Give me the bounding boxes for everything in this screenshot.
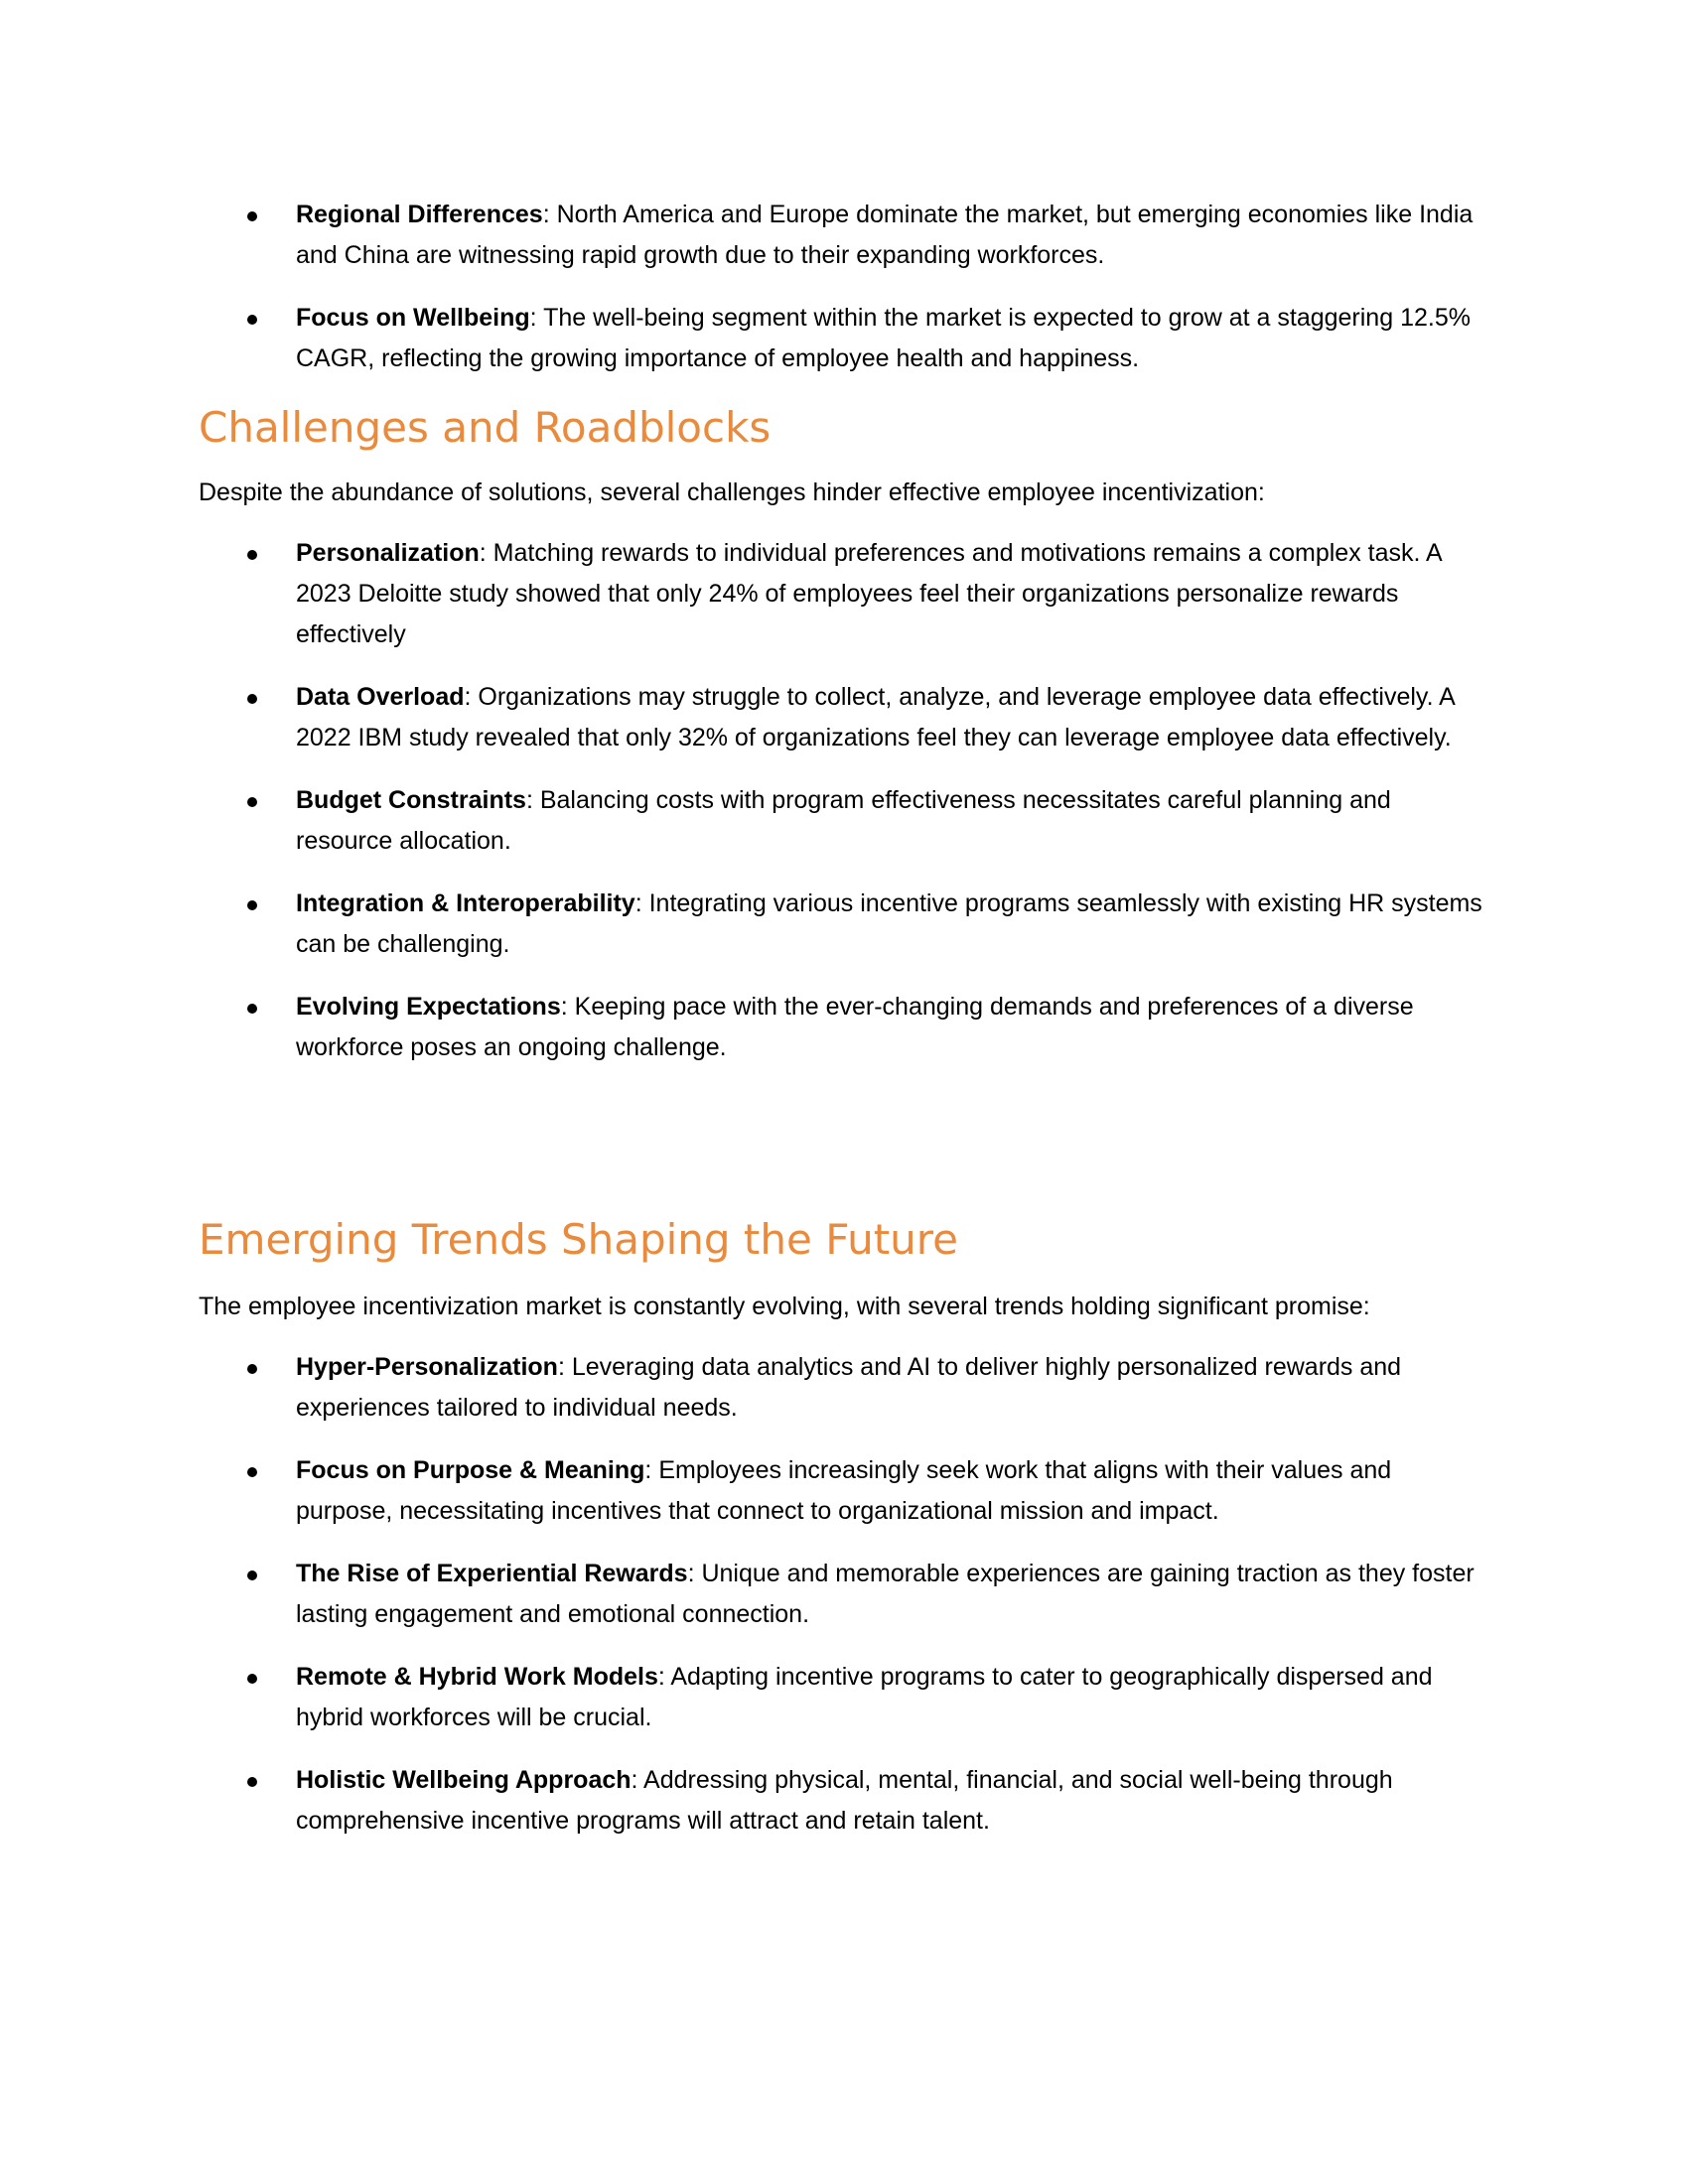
item-text: : Unique and memorable experiences are gaining traction as they foster lasting engagement and emotional connection. <box>296 1560 1475 1628</box>
item-term: Focus on Wellbeing <box>296 304 530 332</box>
list-item <box>199 1347 1489 1429</box>
challenges-heading: Challenges and Roadblocks <box>199 403 772 452</box>
market-bullet-list <box>199 195 1489 379</box>
list-item <box>199 1554 1489 1635</box>
bullet-icon <box>247 1777 257 1787</box>
list-item <box>199 987 1489 1068</box>
item-text: : Leveraging data analytics and AI to deliver highly personalized rewards and experiences tailored to individual needs. <box>296 1353 1402 1422</box>
item-text: : North America and Europe dominate the market, but emerging economies like India and China are witnessing rapid growth due to their expanding workforces. <box>296 201 1474 269</box>
list-item <box>199 884 1489 965</box>
list-item <box>199 780 1489 862</box>
bullet-icon <box>247 694 257 704</box>
item-text: : Integrating various incentive programs seamlessly with existing HR systems can be challenging. <box>296 889 1482 958</box>
bullet-icon <box>247 1364 257 1374</box>
list-item <box>199 677 1489 758</box>
item-term: Evolving Expectations <box>296 993 561 1021</box>
item-text: : Addressing physical, mental, financial, and social well-being through comprehensive incentive programs will attract and retain talent. <box>296 1766 1393 1835</box>
item-term: Budget Constraints <box>296 786 526 814</box>
item-text: : Balancing costs with program effectiveness necessitates careful planning and resource allocation. <box>296 786 1391 855</box>
challenges-list <box>199 533 1489 1068</box>
item-term: Focus on Purpose & Meaning <box>296 1456 645 1484</box>
list-item <box>199 195 1489 276</box>
bullet-icon <box>247 1004 257 1014</box>
item-text: : Keeping pace with the ever-changing demands and preferences of a diverse workforce poses an ongoing challenge. <box>296 993 1414 1061</box>
emerging-trends-heading: Emerging Trends Shaping the Future <box>199 1215 958 1264</box>
bullet-icon <box>247 900 257 910</box>
item-term: Personalization <box>296 539 480 567</box>
bullet-icon <box>247 211 257 221</box>
bullet-icon <box>247 315 257 325</box>
item-term: Remote & Hybrid Work Models <box>296 1663 658 1691</box>
item-text: : The well-being segment within the market is expected to grow at a staggering 12.5% CAGR, reflecting the growing importance of employee health and happiness. <box>296 304 1471 372</box>
list-item <box>199 533 1489 655</box>
list-item <box>199 1760 1489 1842</box>
item-text: : Matching rewards to individual preferences and motivations remains a complex task. A 2023 Deloitte study showed that only 24% of employees feel their organizations personalize rewards effectively <box>296 539 1442 648</box>
challenges-intro: Despite the abundance of solutions, several challenges hinder effective employee incentivization: <box>199 478 1265 506</box>
list-item <box>199 1450 1489 1532</box>
bullet-icon <box>247 797 257 807</box>
list-item <box>199 1657 1489 1738</box>
item-term: Data Overload <box>296 683 465 711</box>
bullet-icon <box>247 1467 257 1477</box>
bullet-icon <box>247 1570 257 1580</box>
item-text: : Adapting incentive programs to cater to geographically dispersed and hybrid workforces will be crucial. <box>296 1663 1433 1731</box>
item-term: Holistic Wellbeing Approach <box>296 1766 632 1794</box>
list-item <box>199 298 1489 379</box>
trends-list <box>199 1347 1489 1842</box>
trends-intro: The employee incentivization market is constantly evolving, with several trends holding significant promise: <box>199 1293 1370 1320</box>
item-term: Regional Differences <box>296 201 543 228</box>
item-term: Integration & Interoperability <box>296 889 635 917</box>
item-text: : Employees increasingly seek work that aligns with their values and purpose, necessitating incentives that connect to organizational mission and impact. <box>296 1456 1392 1525</box>
item-term: Hyper-Personalization <box>296 1353 558 1381</box>
bullet-icon <box>247 1674 257 1684</box>
bullet-icon <box>247 550 257 560</box>
item-text: : Organizations may struggle to collect, analyze, and leverage employee data effectively. A 2022 IBM study revealed that only 32% of organizations feel they can leverage employee data effectively. <box>296 683 1455 751</box>
item-term: The Rise of Experiential Rewards <box>296 1560 688 1587</box>
